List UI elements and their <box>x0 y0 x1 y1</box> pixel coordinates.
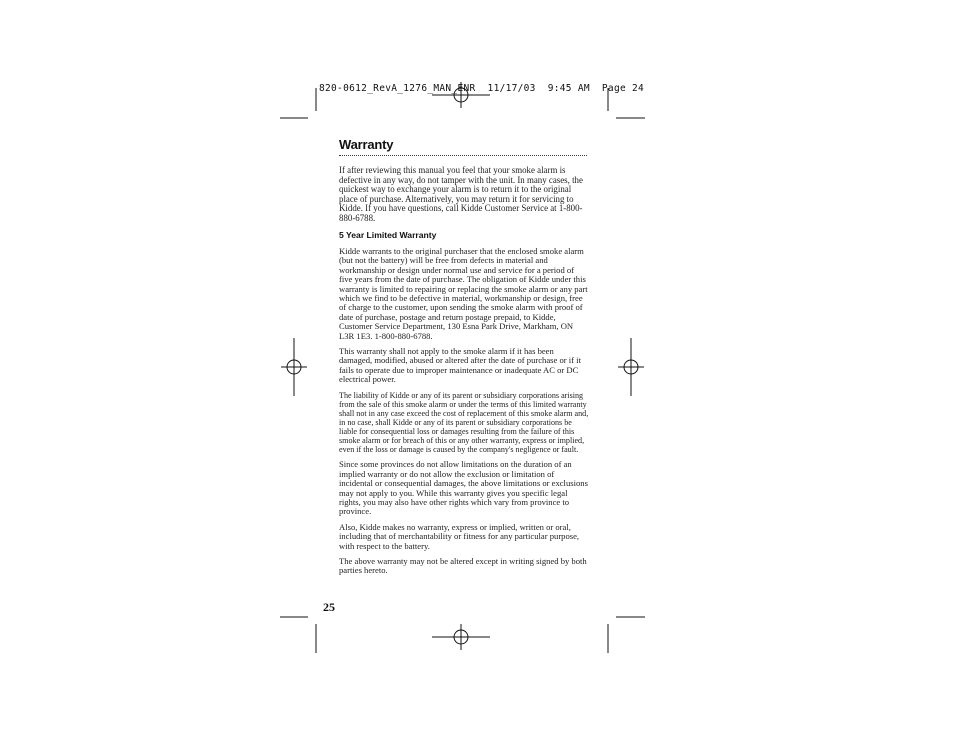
warranty-paragraph: The liability of Kidde or any of its parent or subsidiary corporations arising from the sale of this smoke alarm or under the terms of this limited warranty shall not in any case exceed the cost of replacement of this smoke alarm and, in no case, shall Kidde or any of its parent or subsidiary corporations be liable for consequential loss or damages resulting from the failure of this smoke alarm or for breach of this or any other warranty, express or implied, even if the loss or damage is caused by the company's negligence or fault. <box>339 390 589 455</box>
page-title: Warranty <box>339 137 394 152</box>
warranty-paragraph: Also, Kidde makes no warranty, express or implied, written or oral, including that of merchantability or fitness for any particular purpose, with respect to the battery. <box>339 521 580 551</box>
warranty-paragraph: Kidde warrants to the original purchaser that the enclosed smoke alarm (but not the battery) will be free from defects in material and workmanship or design under normal use and service for a period of five years from the date of purchase. The obligation of Kidde under this warranty is limited to repairing or replacing the smoke alarm or any part which we find to be defective in material, workmanship or design, free of charge to the customer, upon sending the smoke alarm with proof of date of purchase, postage and return postage prepaid, to Kidde, Customer Service Department, 130 Esna Park Drive, Markham, ON L3R 1E3. 1-800-880-6788. <box>339 245 588 341</box>
print-slug-line: 820-0612_RevA_1276_MAN_ENR 11/17/03 9:45 AM Page 24 <box>319 83 645 94</box>
intro-paragraph: If after reviewing this manual you feel that your smoke alarm is defective in any way, do not tamper with the unit. In many cases, the quickest way to exchange your alarm is to return it to the original place of purchase. Alternatively, you may return it for servicing to Kidde. If you have questions, call Kidde Customer Service at 1-800-880-6788. <box>339 165 583 223</box>
registration-mark-left <box>281 338 307 396</box>
warranty-paragraph: Since some provinces do not allow limitations on the duration of an implied warranty or do not allow the exclusion or limitation of incidental or consequential damages, the above limitations or exclusions may not apply to you. While this warranty gives you specific legal rights, you may also have other rights which vary from province to province. <box>339 459 588 517</box>
section-heading: 5 Year Limited Warranty <box>339 229 437 240</box>
dotted-divider <box>339 155 587 156</box>
registration-mark-right <box>618 338 644 396</box>
warranty-paragraph: This warranty shall not apply to the smoke alarm if it has been damaged, modified, abused or altered after the date of purchase or if it fails to operate due to improper maintenance or inadequate AC or DC electrical power. <box>339 346 581 385</box>
warranty-body <box>339 166 589 582</box>
page-number: 25 <box>323 600 335 614</box>
registration-mark-bottom <box>432 624 490 650</box>
warranty-paragraph: The above warranty may not be altered except in writing signed by both parties hereto. <box>339 555 587 576</box>
